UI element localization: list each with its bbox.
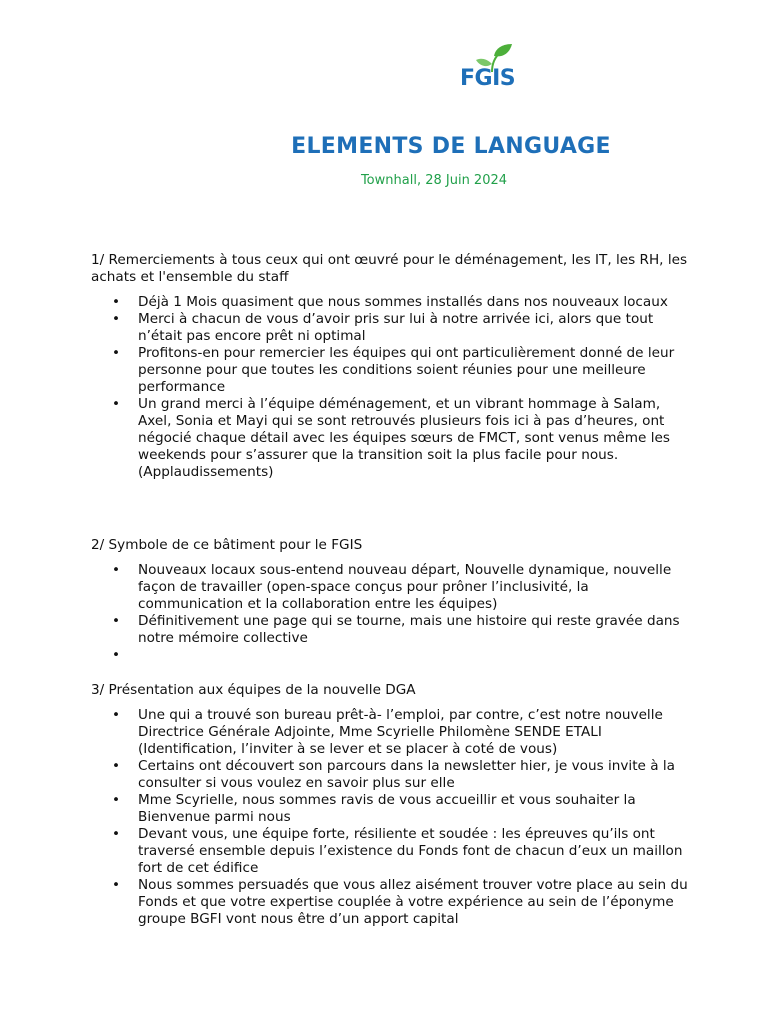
list-item (91, 562, 691, 613)
bullet-icon: • (112, 311, 121, 327)
bullet-icon: • (112, 613, 121, 629)
section-3 (91, 682, 691, 928)
list-item-text: Définitivement une page qui se tourne, mais une histoire qui reste gravée dans notre mémoire collective (138, 613, 680, 646)
list-item (91, 345, 691, 396)
list-item-text: Nous sommes persuadés que vous allez aisément trouver votre place au sein du Fonds et que votre expertise couplée à votre expérience au sein de l’éponyme groupe BGFI vont nous être d’un apport capital (138, 877, 688, 927)
bullet-icon: • (112, 396, 121, 412)
page-title: ELEMENTS DE LANGUAGE (291, 134, 611, 159)
section-2 (91, 537, 691, 664)
bullet-icon: • (112, 294, 121, 310)
section-1 (91, 252, 691, 481)
list-item (91, 758, 691, 792)
list-item-text: Merci à chacun de vous d’avoir pris sur lui à notre arrivée ici, alors que tout n’était pas encore prêt ni optimal (138, 311, 654, 344)
bullet-list (91, 562, 691, 664)
list-item (91, 294, 691, 311)
bullet-icon: • (112, 792, 121, 808)
list-item-text: Un grand merci à l’équipe déménagement, et un vibrant hommage à Salam, Axel, Sonia et Mayi qui se sont retrouvés plusieurs fois ici à pas d’heures, ont négocié chaque détail avec les équipes sœurs de FMCT, sont venus même les weekends pour s’assurer que la transition soit la plus facile pour nous. (Applaudissements) (138, 396, 670, 480)
bullet-list (91, 707, 691, 928)
list-item (91, 311, 691, 345)
bullet-icon: • (112, 647, 121, 663)
list-item-text: Certains ont découvert son parcours dans la newsletter hier, je vous invite à la consulter si vous voulez en savoir plus sur elle (138, 758, 675, 791)
section-heading: 2/ Symbole de ce bâtiment pour le FGIS (91, 537, 363, 553)
list-item-text: Déjà 1 Mois quasiment que nous sommes installés dans nos nouveaux locaux (138, 294, 668, 310)
bullet-icon: • (112, 877, 121, 893)
list-item (91, 396, 691, 481)
list-item-text: Devant vous, une équipe forte, résiliente et soudée : les épreuves qu’ils ont traversé ensemble depuis l’existence du Fonds font de chacun d’eux un maillon fort de cet édifice (138, 826, 683, 876)
list-item-text: Nouveaux locaux sous-entend nouveau départ, Nouvelle dynamique, nouvelle façon de travailler (open-space conçus pour prôner l’inclusivité, la communication et la collaboration entre les équipes) (138, 562, 672, 612)
bullet-icon: • (112, 707, 121, 723)
list-item (91, 647, 691, 664)
list-item (91, 792, 691, 826)
section-heading: 3/ Présentation aux équipes de la nouvelle DGA (91, 682, 416, 698)
fgis-logo (458, 44, 518, 96)
page-subtitle: Townhall, 28 Juin 2024 (360, 173, 508, 188)
list-item-text: Une qui a trouvé son bureau prêt-à- l’emploi, par contre, c’est notre nouvelle Directrice Générale Adjointe, Mme Scyrielle Philomène SENDE ETALI (Identification, l’inviter à se lever et se placer à coté de vous) (138, 707, 663, 757)
section-heading: 1/ Remerciements à tous ceux qui ont œuvré pour le déménagement, les IT, les RH, les achats et l'ensemble du staff (91, 252, 688, 285)
document-body (91, 252, 691, 956)
list-item (91, 877, 691, 928)
bullet-icon: • (112, 345, 121, 361)
logo-text: FGIS (460, 66, 516, 91)
list-item (91, 707, 691, 758)
list-item (91, 826, 691, 877)
list-item (91, 613, 691, 647)
list-item-text: Mme Scyrielle, nous sommes ravis de vous accueillir et vous souhaiter la Bienvenue parmi nous (138, 792, 636, 825)
bullet-icon: • (112, 758, 121, 774)
bullet-list (91, 294, 691, 481)
list-item-text: Profitons-en pour remercier les équipes qui ont particulièrement donné de leur personne pour que toutes les conditions soient réunies pour une meilleure performance (138, 345, 675, 395)
bullet-icon: • (112, 826, 121, 842)
bullet-icon: • (112, 562, 121, 578)
